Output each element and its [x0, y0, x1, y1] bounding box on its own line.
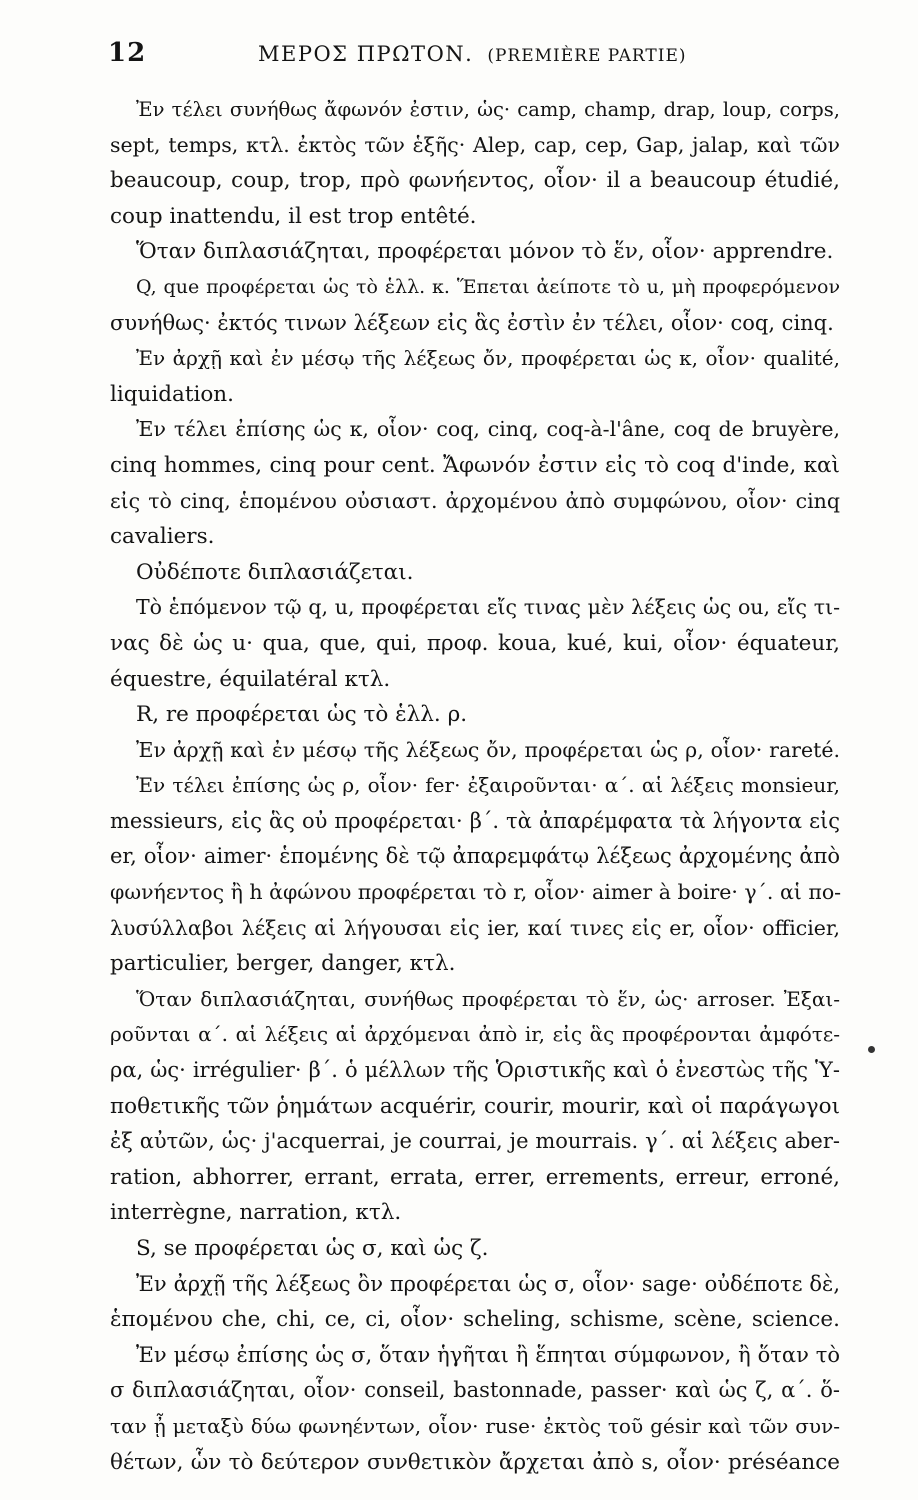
text-line: ration, abhorrer, errant, errata, errer, errements, erreur, erroné, — [110, 1164, 840, 1190]
running-head — [258, 42, 687, 66]
text-line: Ἐν τέλει ἐπίσης ὡς κ, οἷον· coq, cinq, coq-à-l'âne, coq de bruyère, — [136, 417, 840, 442]
text-line: Τὸ ἑπόμενον τῷ q, u, προφέρεται εἴς τινας μὲν λέξεις ὡς ou, εἴς τι- — [136, 595, 840, 620]
text-line: Ὅταν διπλασιάζηται, προφέρεται μόνον τὸ ἕν, οἷον· apprendre. — [136, 239, 834, 265]
text-line: συνήθως· ἐκτός τινων λέξεων εἰς ἃς ἐστὶν ἐν τέλει, οἷον· coq, cinq. — [110, 310, 834, 335]
text-line: liquidation. — [110, 381, 234, 407]
page-header — [108, 36, 848, 84]
running-head-title: ΜΕΡΟΣ ΠΡΩΤΟΝ. — [258, 42, 474, 66]
margin-ink-dot — [868, 1046, 875, 1053]
text-line: ρα, ὡς· irrégulier· β΄. ὁ μέλλων τῆς Ὁριστικῆς καὶ ὁ ἐνεστὼς τῆς Ὑ- — [110, 1058, 840, 1083]
text-line: beaucoup, coup, trop, πρὸ φωνήεντος, οἷον· il a beaucoup étudié, — [110, 168, 840, 194]
text-line: εἰς τὸ cinq, ἑπομένου οὐσιαστ. ἀρχομένου ἀπὸ συμφώνου, οἷον· cinq — [110, 488, 840, 513]
text-line: φωνήεντος ἢ h ἀφώνου προφέρεται τὸ r, οἷον· aimer à boire· γ΄. αἱ πο- — [110, 880, 842, 905]
text-line: interrègne, narration, κτλ. — [110, 1200, 402, 1226]
running-head-subtitle: (PREMIÈRE PARTIE) — [487, 46, 687, 66]
text-line: cinq hommes, cinq pour cent. Ἄφωνόν ἐστιν εἰς τὸ coq d'inde, καὶ — [110, 452, 840, 478]
text-line: Ἐν ἀρχῇ καὶ ἐν μέσῳ τῆς λέξεως ὄν, προφέρεται ὡς κ, οἷον· qualité, — [136, 346, 840, 371]
text-line: Ὅταν διπλασιάζηται, συνήθως προφέρεται τὸ ἕν, ὡς· arroser. Ἐξαι- — [136, 986, 840, 1011]
text-line: θέτων, ὧν τὸ δεύτερον συνθετικὸν ἄρχεται ἀπὸ s, οἷον· préséance — [110, 1449, 840, 1475]
text-line: équestre, équilatéral κτλ. — [110, 666, 391, 692]
text-line: Q, que προφέρεται ὡς τὸ ἑλλ. κ. Ἕπεται ἀείποτε τὸ u, μὴ προφερόμενον — [136, 275, 840, 298]
page-number: 12 — [108, 38, 147, 68]
text-line: er, οἷον· aimer· ἑπομένης δὲ τῷ ἀπαρεμφάτῳ λέξεως ἀρχομένης ἀπὸ — [110, 844, 840, 869]
text-line: particulier, berger, danger, κτλ. — [110, 951, 456, 977]
text-line: cavaliers. — [110, 524, 215, 550]
text-line: Ἐν ἀρχῇ καὶ ἐν μέσῳ τῆς λέξεως ὄν, προφέρεται ὡς ρ, οἷον· rareté. — [136, 737, 840, 762]
text-line: ποθετικῆς τῶν ῥημάτων acquérir, courir, mourir, καὶ οἱ παράγωγοι — [110, 1093, 840, 1119]
text-line: Ἐν τέλει συνήθως ἄφωνόν ἐστιν, ὡς· camp, champ, drap, loup, corps, — [136, 98, 840, 121]
text-line: ἐξ αὐτῶν, ὡς· j'acquerrai, je courrai, je mourrais. γ΄. αἱ λέξεις aber- — [110, 1129, 840, 1154]
text-line: Οὐδέποτε διπλασιάζεται. — [136, 559, 414, 585]
text-line: S, se προφέρεται ὡς σ, καὶ ὡς ζ. — [136, 1236, 489, 1261]
text-line: ταν ᾖ μεταξὺ δύω φωνηέντων, οἷον· ruse· ἐκτὸς τοῦ gésir καὶ τῶν συν- — [110, 1413, 840, 1438]
text-line: λυσύλλαβοι λέξεις αἱ λήγουσαι εἰς ier, καί τινες εἰς er, οἷον· officier, — [110, 915, 840, 940]
text-line: ροῦνται α΄. αἱ λέξεις αἱ ἀρχόμεναι ἀπὸ ir, εἰς ἃς προφέρονται ἀμφότε- — [110, 1022, 840, 1047]
text-line: Ἐν μέσῳ ἐπίσης ὡς σ, ὅταν ἡγῆται ἢ ἕπηται σύμφωνον, ἢ ὅταν τὸ — [136, 1342, 840, 1367]
text-line: σ διπλασιάζηται, οἷον· conseil, bastonnade, passer· καὶ ὡς ζ, α΄. ὅ- — [110, 1378, 840, 1403]
text-line: messieurs, εἰς ἃς οὐ προφέρεται· β΄. τὰ ἀπαρέμφατα τὰ λήγοντα εἰς — [110, 808, 840, 833]
text-line: Ἐν τέλει ἐπίσης ὡς ρ, οἷον· fer· ἐξαιροῦνται· α΄. αἱ λέξεις monsieur, — [136, 773, 840, 798]
text-line: coup inattendu, il est trop entêté. — [110, 203, 477, 229]
body-text — [110, 92, 840, 1480]
text-line: νας δὲ ὡς u· qua, que, qui, προφ. koua, kué, kui, οἷον· équateur, — [110, 630, 840, 656]
text-line: R, re προφέρεται ὡς τὸ ἑλλ. ρ. — [136, 702, 468, 728]
text-line: sept, temps, κτλ. ἐκτὸς τῶν ἑξῆς· Alep, cap, cep, Gap, jalap, καὶ τῶν — [110, 132, 840, 157]
text-line: Ἐν ἀρχῇ τῆς λέξεως ὂν προφέρεται ὡς σ, οἷον· sage· οὐδέποτε δὲ, — [136, 1271, 840, 1296]
text-line: ἑπομένου che, chi, ce, ci, οἷον· scheling, schisme, scène, science. — [110, 1307, 840, 1333]
